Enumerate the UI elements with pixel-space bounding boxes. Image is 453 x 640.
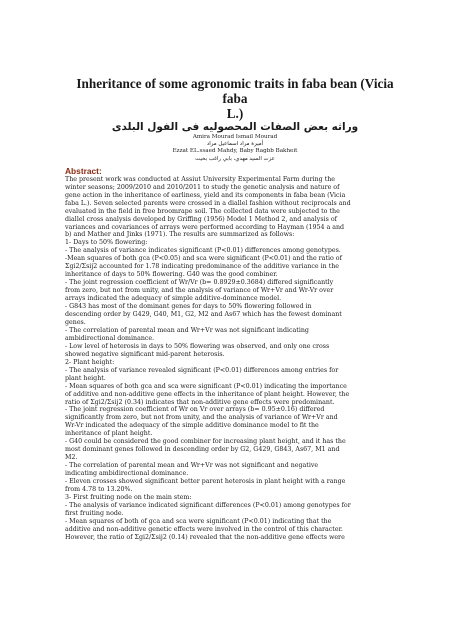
author-line-1-arabic: أميرة مراد اسماعيل مراد: [206, 141, 264, 148]
abstract-line: - The analysis of variance revealed significant (P<0.01) differences among entries for: [65, 366, 339, 374]
abstract-line: winter seasons; 2009/2010 and 2010/2011 to study the genetic analysis and nature of: [65, 183, 340, 191]
abstract-line: descending order by G429, G40, M1, G2, M2 and As67 which has the fewest dominant: [65, 311, 342, 319]
abstract-line: significantly from zero, but not from unity, and the analysis of variance of Wr+Vr and: [65, 414, 338, 422]
abstract-line: - Mean squares of both of gca and sca were significant (P<0.01) indicating that the: [65, 517, 332, 525]
abstract-line: However, the ratio of Σgi2/Σsij2 (0.14) revealed that the non-additive gene effects were: [65, 533, 345, 541]
abstract-line: - Mean squares of both gca and sca were significant (P<0.01) indicating the importance: [65, 382, 347, 390]
abstract-line: of additive and non-additive gene effects in the inheritance of plant height. However, the: [65, 390, 350, 398]
abstract-line: from 4.78 to 13.20%.: [65, 485, 133, 493]
abstract-line: - The joint regression coefficient of Wr/Vr (b= 0.8929±0.3684) differed significantly: [65, 279, 334, 287]
arabic-title: وراثه بعض الصفات المحصوليه فى الفول البلدى: [111, 121, 359, 133]
abstract-line: - The analysis of variance indicated significant differences (P<0.01) among genotypes for: [65, 501, 351, 509]
author-line-1: Amira Mourad Ismail Mourad: [192, 134, 278, 140]
abstract-line: inheritance of days to 50% flowering. G40 was the good combiner.: [65, 271, 278, 279]
abstract-line: arrays indicated the adequacy of simple additive-dominance model.: [65, 295, 282, 303]
abstract-line: -Mean squares of both gca (P<0.05) and sca were significant (P<0.01) and the ratio of: [65, 255, 342, 263]
abstract-line: - The correlation of parental mean and Wr+Vr was not significant indicating: [65, 326, 309, 334]
abstract-line: - Eleven crosses showed significant better parent heterosis in plant height with a range: [65, 478, 346, 486]
abstract-line: plant height.: [65, 374, 106, 382]
abstract-line: diallel cross analysis developed by Griffing (1956) Model 1 Method 2, and analysis of: [65, 215, 337, 223]
abstract-line: faba L.). Seven selected parents were crossed in a diallel fashion without reciprocals and: [65, 199, 351, 207]
abstract-line: 3- First fruiting node on the main stem:: [65, 493, 192, 501]
abstract-line: ratio of Σgi2/Σsij2 (0.34) indicates that non-additive gene effects were predominant.: [65, 398, 335, 406]
abstract-line: b) and Mather and Jinks (1971). The results are summarized as follows:: [65, 231, 295, 239]
abstract-line: indicating ambidirectional dominance.: [65, 470, 189, 478]
author-line-2-arabic: عزت السيد مهدي، بابي راغب بخيت: [195, 155, 275, 162]
author-line-2: Ezzat EL.ssaed Mahdy, Baby Ragbb Bakheit: [172, 148, 298, 155]
abstract-line: variances and covariances of arrays were performed according to Hayman (1954 a and: [65, 223, 345, 231]
abstract-line: The present work was conducted at Assiut University Experimental Farm during the: [65, 175, 336, 183]
abstract-heading: Abstract:: [65, 165, 102, 176]
abstract-line: M2.: [65, 454, 78, 462]
abstract-line: additive and non-additive genetic effects were involved in the control of this character.: [65, 525, 343, 533]
abstract-line: - The joint regression coefficient of Wr on Vr over arrays (b= 0.95±0.16) differed: [65, 406, 325, 414]
abstract-line: most dominant genes followed in descending order by G2, G429, G843, As67, M1 and: [65, 446, 340, 454]
abstract-line: genes.: [65, 318, 86, 326]
abstract-line: - The correlation of parental mean and Wr+Vr was not significant and negative: [65, 462, 319, 470]
title-line-1: Inheritance of some agronomic traits in faba bean (Vicia faba: [76, 76, 394, 106]
abstract-line: 2- Plant height:: [65, 358, 115, 366]
abstract-line: - The analysis of variance indicates significant (P<0.01) differences among genotypes.: [65, 247, 341, 255]
abstract-line: showed negative significant mid-parent heterosis.: [65, 350, 225, 358]
abstract-line: - Low level of heterosis in days to 50% flowering was observed, and only one cross: [65, 342, 330, 350]
abstract-line: ambidirectional dominance.: [65, 334, 155, 342]
abstract-line: gene action in the inheritance of earliness, yield and its components in faba bean (Vicia: [65, 191, 346, 199]
abstract-line: evaluated in the field in free broomrape soil. The collected data were subjected to the: [65, 207, 340, 215]
title-line-2: L.): [226, 106, 244, 121]
abstract-line: 1- Days to 50% flowering:: [65, 239, 148, 247]
abstract-line: - G843 has most of the dominant genes for days to 50% flowering followed in: [65, 303, 312, 311]
abstract-body: [65, 176, 401, 542]
abstract-line: inheritance of plant height.: [65, 430, 153, 438]
abstract-line: from zero, but not from unity, and the analysis of variance of Wr+Vr and Wr-Vr over: [65, 287, 334, 295]
abstract-line: Σgi2/Σsij2 accounted for 1.78 indicating predominance of the additive variance in the: [65, 263, 340, 271]
paper-title: [65, 76, 401, 121]
abstract-line: - G40 could be considered the good combiner for increasing plant height, and it has the: [65, 438, 346, 446]
abstract-line: first fruiting node.: [65, 509, 124, 517]
abstract-line: Wr-Vr indicated the adequacy of the simple additive dominance model to fit the: [65, 422, 319, 430]
